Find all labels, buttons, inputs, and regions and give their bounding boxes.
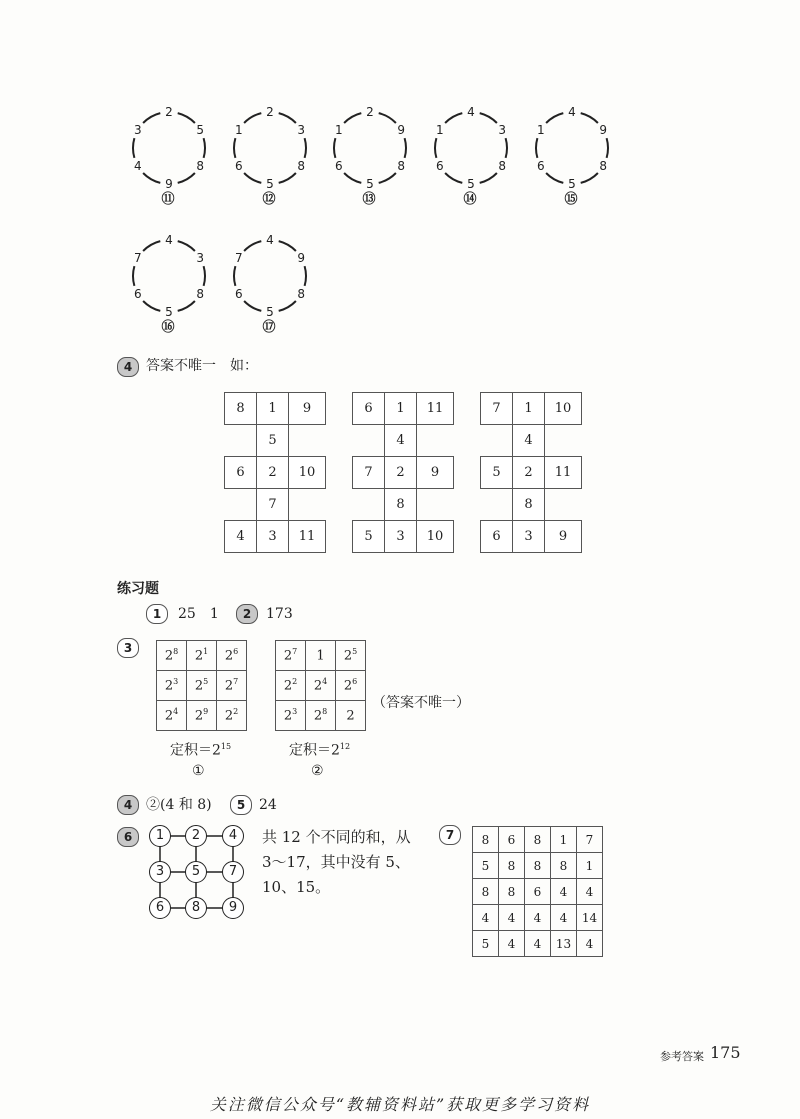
- grid-cell: 1: [551, 827, 577, 853]
- grid-cell: 6: [499, 827, 525, 853]
- grid-cell: 4: [384, 424, 417, 457]
- grid-cell: 4: [224, 520, 257, 553]
- number-ring: [324, 100, 416, 207]
- magic-cell: $2^7$: [217, 671, 247, 701]
- number-ring: [123, 100, 215, 207]
- ring-caption: ⑬: [362, 192, 376, 207]
- magic-cell: $2^2$: [217, 701, 247, 731]
- ring-number-ur: 5: [196, 123, 204, 137]
- ring-number-ll: 6: [133, 287, 142, 301]
- grid-cell: 7: [577, 827, 603, 853]
- exercise-4-badge: 4: [117, 795, 139, 815]
- magic-cell: $2^5$: [187, 671, 217, 701]
- ring-number-ul: 3: [133, 123, 142, 137]
- exercise-6-text-line-2: 3～17，其中没有 5、: [262, 853, 410, 871]
- grid-cell: 4: [499, 931, 525, 957]
- grid-cell: 10: [288, 456, 326, 489]
- grid-empty-cell: [416, 488, 454, 521]
- grid-cell: 8: [473, 879, 499, 905]
- magic-square-1: [156, 640, 247, 731]
- grid-cell: 10: [544, 392, 582, 425]
- exercise-6-text-line-1: 共 12 个不同的和，从: [262, 828, 411, 846]
- grid-cell: 8: [512, 488, 545, 521]
- grid-cell: 11: [544, 456, 582, 489]
- magic2-product: 定积$=2^{12}$: [289, 742, 351, 759]
- ring-number-lr: 8: [297, 287, 305, 301]
- magic-cell: $2^7$: [276, 641, 306, 671]
- ring-number-top: 2: [165, 105, 173, 119]
- grid-cell: 4: [577, 879, 603, 905]
- grid-cell: 4: [525, 905, 551, 931]
- grid-cell: 8: [499, 853, 525, 879]
- magic-cell: $2^6$: [217, 641, 247, 671]
- grid-cell: 8: [499, 879, 525, 905]
- ring-number-ur: 9: [297, 251, 305, 265]
- answer-not-unique-note: （答案不唯一）: [372, 695, 470, 711]
- ring-number-ul: 7: [133, 251, 142, 265]
- ring-number-bottom: 5: [366, 177, 374, 191]
- grid-cell: 1: [256, 392, 289, 425]
- ring-number-ul: 1: [536, 123, 545, 137]
- graph-node: 9: [222, 897, 244, 919]
- grid-cell: 10: [416, 520, 454, 553]
- q4-label: 答案不唯一 如：: [146, 358, 258, 374]
- ring-number-bottom: 5: [165, 305, 173, 319]
- exercise-5-badge: 5: [230, 795, 252, 815]
- magic-cell: $2^2$: [276, 671, 306, 701]
- magic-square-2: [275, 640, 366, 731]
- ring-number-lr: 8: [599, 159, 607, 173]
- ring-number-bottom: 5: [568, 177, 576, 191]
- grid-cell: 4: [525, 931, 551, 957]
- grid-cell: 13: [551, 931, 577, 957]
- grid-cell: 5: [473, 931, 499, 957]
- ring-number-ur: 3: [196, 251, 204, 265]
- grid-cell: 4: [551, 879, 577, 905]
- number-ring: [526, 100, 618, 207]
- footer-banner: 关注微信公众号“教辅资料站”获取更多学习资料: [209, 1095, 591, 1114]
- grid-cell: 2: [256, 456, 289, 489]
- magic1-product: 定积$=2^{15}$: [170, 742, 232, 759]
- ring-number-ul: 1: [234, 123, 243, 137]
- grid-cell: 14: [577, 905, 603, 931]
- grid-cell: 7: [352, 456, 385, 489]
- ring-number-lr: 8: [498, 159, 506, 173]
- exercise-heading: 练习题: [117, 581, 159, 597]
- grid-cell: 4: [499, 905, 525, 931]
- magic-cell: $2^3$: [276, 701, 306, 731]
- grid-cell: 9: [416, 456, 454, 489]
- ring-number-lr: 8: [196, 287, 204, 301]
- grid-empty-cell: [416, 424, 454, 457]
- exercise-3-badge: 3: [117, 638, 139, 658]
- number-ring: [224, 228, 316, 335]
- graph-node: 7: [222, 861, 244, 883]
- ring-number-ll: 6: [435, 159, 444, 173]
- grid-cell: 5: [480, 456, 513, 489]
- grid-cell: 1: [384, 392, 417, 425]
- graph-node: 3: [149, 861, 171, 883]
- ring-number-ur: 9: [599, 123, 607, 137]
- ring-number-lr: 8: [297, 159, 305, 173]
- grid-cell: 4: [473, 905, 499, 931]
- number-ring: [425, 100, 517, 207]
- grid-cell: 11: [288, 520, 326, 553]
- graph-node: 4: [222, 825, 244, 847]
- grid-cell: 3: [512, 520, 545, 553]
- ring-number-ll: 4: [133, 159, 142, 173]
- magic1-caption: ①: [192, 763, 205, 779]
- ring-number-ll: 6: [234, 159, 243, 173]
- ring-number-bottom: 5: [467, 177, 475, 191]
- magic-cell: $2^8$: [306, 701, 336, 731]
- grid-cell: 8: [473, 827, 499, 853]
- exercise-5-answer: 24: [259, 797, 277, 813]
- grid-cell: 3: [256, 520, 289, 553]
- ring-caption: ⑯: [161, 320, 175, 335]
- ring-caption: ⑪: [161, 192, 175, 207]
- grid-cell: 9: [544, 520, 582, 553]
- ring-number-ur: 3: [498, 123, 506, 137]
- grid-cell: 11: [416, 392, 454, 425]
- grid-cell: 7: [480, 392, 513, 425]
- magic-cell: 1: [306, 641, 336, 671]
- grid-empty-cell: [288, 424, 326, 457]
- grid-cell: 5: [256, 424, 289, 457]
- exercise-6-badge: 6: [117, 827, 139, 847]
- grid-empty-cell: [544, 424, 582, 457]
- magic-cell: $2^5$: [336, 641, 366, 671]
- exercise-7-grid: [472, 826, 603, 957]
- footer-label: 参考答案: [660, 1050, 704, 1063]
- exercise-6-text-line-3: 10、15。: [262, 878, 331, 896]
- exercise-2-badge: 2: [236, 604, 258, 624]
- magic-cell: $2^9$: [187, 701, 217, 731]
- grid-cell: 8: [224, 392, 257, 425]
- grid-cell: 8: [525, 827, 551, 853]
- ring-caption: ⑰: [262, 320, 276, 335]
- magic-cell: 2: [336, 701, 366, 731]
- ring-number-ul: 7: [234, 251, 243, 265]
- grid-cell: 4: [512, 424, 545, 457]
- question-4-badge: 4: [117, 357, 139, 377]
- page-number: 175: [710, 1043, 741, 1062]
- ring-number-ul: 1: [435, 123, 444, 137]
- grid-cell: 4: [551, 905, 577, 931]
- grid-cell: 6: [480, 520, 513, 553]
- grid-cell: 2: [512, 456, 545, 489]
- graph-node: 1: [149, 825, 171, 847]
- graph-node: 8: [185, 897, 207, 919]
- ring-number-top: 4: [568, 105, 576, 119]
- ring-number-lr: 8: [397, 159, 405, 173]
- exercise-7-badge: 7: [439, 825, 461, 845]
- grid-cell: 1: [512, 392, 545, 425]
- ring-caption: ⑮: [564, 192, 578, 207]
- ring-number-top: 4: [165, 233, 173, 247]
- ring-number-top: 4: [467, 105, 475, 119]
- graph-node: 2: [185, 825, 207, 847]
- grid-cell: 5: [352, 520, 385, 553]
- ring-number-bottom: 9: [165, 177, 173, 191]
- exercise-1-badge: 1: [146, 604, 168, 624]
- exercise-1-answer: 25 1: [178, 606, 219, 622]
- magic-cell: $2^6$: [336, 671, 366, 701]
- grid-cell: 8: [525, 853, 551, 879]
- ring-number-ul: 1: [334, 123, 343, 137]
- ring-number-lr: 8: [196, 159, 204, 173]
- ring-number-ur: 3: [297, 123, 305, 137]
- magic2-caption: ②: [311, 763, 324, 779]
- grid-cell: 6: [352, 392, 385, 425]
- grid-cell: 4: [577, 931, 603, 957]
- ring-number-top: 2: [266, 105, 274, 119]
- magic-cell: $2^8$: [157, 641, 187, 671]
- grid-cell: 2: [384, 456, 417, 489]
- grid-cell: 5: [473, 853, 499, 879]
- ring-number-ur: 9: [397, 123, 405, 137]
- ring-caption: ⑭: [463, 192, 477, 207]
- number-ring: [123, 228, 215, 335]
- graph-node: 5: [185, 861, 207, 883]
- magic-cell: $2^1$: [187, 641, 217, 671]
- ring-number-bottom: 5: [266, 177, 274, 191]
- ring-number-bottom: 5: [266, 305, 274, 319]
- grid-cell: 7: [256, 488, 289, 521]
- ring-number-top: 4: [266, 233, 274, 247]
- ring-number-ll: 6: [334, 159, 343, 173]
- grid-cell: 6: [525, 879, 551, 905]
- grid-cell: 6: [224, 456, 257, 489]
- ring-number-top: 2: [366, 105, 374, 119]
- grid-cell: 3: [384, 520, 417, 553]
- magic-cell: $2^4$: [157, 701, 187, 731]
- exercise-4-answer: ②(4 和 8): [146, 797, 212, 813]
- ring-caption: ⑫: [262, 192, 276, 207]
- exercise-2-answer: 173: [266, 606, 293, 622]
- magic-cell: $2^4$: [306, 671, 336, 701]
- grid-empty-cell: [544, 488, 582, 521]
- number-ring: [224, 100, 316, 207]
- ring-number-ll: 6: [234, 287, 243, 301]
- magic-cell: $2^3$: [157, 671, 187, 701]
- grid-empty-cell: [288, 488, 326, 521]
- grid-cell: 1: [577, 853, 603, 879]
- ring-number-ll: 6: [536, 159, 545, 173]
- grid-cell: 8: [551, 853, 577, 879]
- grid-cell: 8: [384, 488, 417, 521]
- grid-cell: 9: [288, 392, 326, 425]
- graph-node: 6: [149, 897, 171, 919]
